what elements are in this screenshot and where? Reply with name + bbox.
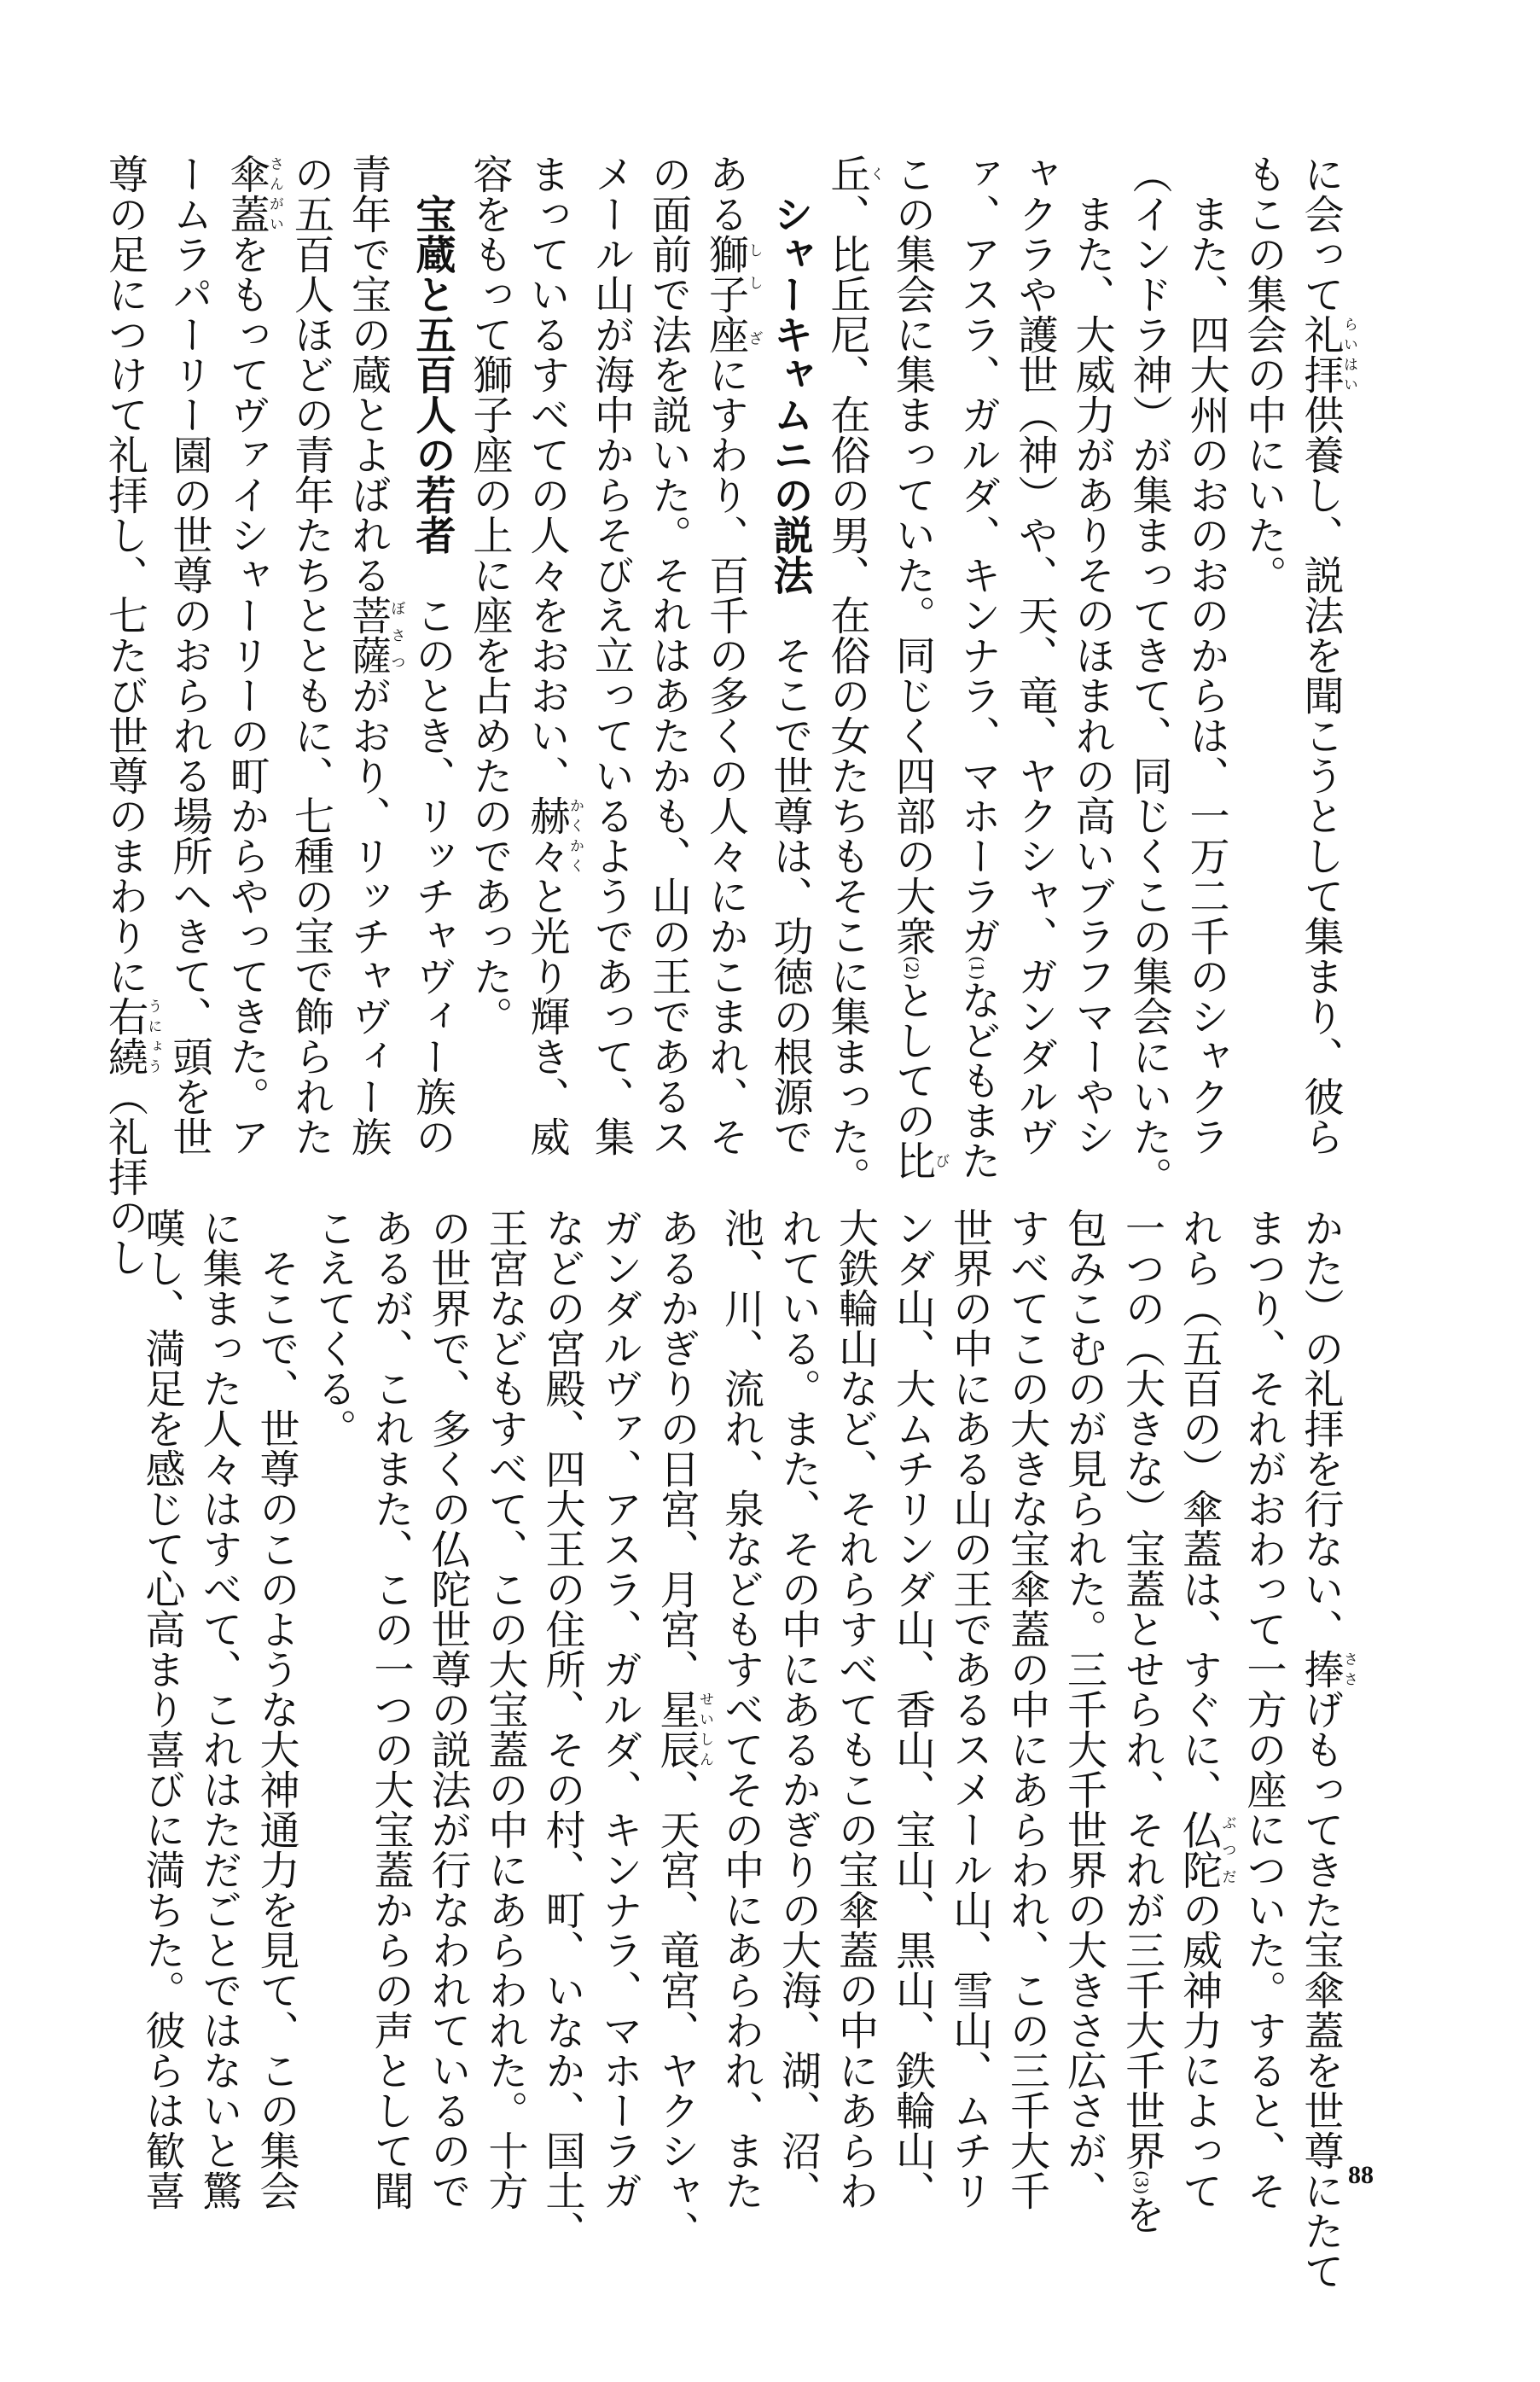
ruby-base: 比 bbox=[889, 1140, 936, 1181]
text-run: 池、川、流れ、泉などもすべてその中にあらわれ、また bbox=[718, 1208, 764, 2210]
text-run: あるが、これまた、この一つの大宝蓋からの声として聞 bbox=[367, 1208, 415, 2210]
text-run: としての bbox=[889, 980, 936, 1141]
text-column bbox=[1293, 1208, 1357, 2291]
text-run: などの宮殿、四大王の住所、その村、町、いなか、国土、 bbox=[538, 1208, 586, 2251]
text-column bbox=[191, 1208, 248, 2210]
ruby-word bbox=[1297, 314, 1357, 394]
text-column bbox=[884, 1208, 941, 2210]
text-run: の五百人ほどの青年たちとともに、七種の宝で飾られた bbox=[288, 154, 334, 1156]
text-column bbox=[770, 1208, 827, 2210]
text-column bbox=[96, 154, 162, 1277]
text-column bbox=[1113, 1208, 1171, 2235]
ruby-word bbox=[702, 234, 763, 354]
ruby-word bbox=[345, 595, 405, 675]
page-number: 88 bbox=[1348, 2161, 1374, 2189]
ruby-word bbox=[1297, 1649, 1357, 1689]
text-column bbox=[1178, 154, 1235, 1156]
ruby-word bbox=[1176, 1809, 1236, 1890]
text-run: 世界の中にある山の王であるスメール山、雪山、ムチリ bbox=[946, 1208, 993, 2210]
text-column bbox=[1235, 154, 1293, 1152]
text-column bbox=[477, 1208, 534, 2210]
ruby-base: 礼拝 bbox=[1297, 314, 1345, 394]
ruby-reading: ぼさつ bbox=[387, 595, 405, 675]
text-column bbox=[519, 154, 584, 1156]
lower-text-block bbox=[128, 1208, 1357, 2291]
text-run: 尊の足につけて礼拝し、七たび世尊のまわりに bbox=[102, 154, 148, 996]
text-run: そこで、世尊のこのような大神通力を見て、この集会 bbox=[253, 1208, 300, 2210]
text-column bbox=[305, 1208, 363, 2181]
footnote-marker: (1) bbox=[967, 956, 988, 981]
text-run: ャクラや護世（神）や、天、竜、ヤクシャ、ガンダルヴ bbox=[1011, 154, 1059, 1156]
text-run: にすわり、百千の多くの人々にかこまれ、そ bbox=[702, 354, 749, 1156]
text-column bbox=[1171, 1208, 1236, 2210]
ruby-reading: く bbox=[867, 154, 884, 194]
ruby-base: 赫々 bbox=[523, 795, 571, 876]
text-run: かた）の礼拝を行ない、 bbox=[1297, 1208, 1345, 1649]
text-run: がおり、リッチャヴィー族 bbox=[345, 675, 392, 1156]
ruby-reading: せいしん bbox=[696, 1689, 713, 1769]
text-run: すべてこの大きな宝傘蓋の中にあらわれ、この三千大千 bbox=[1003, 1208, 1050, 2210]
ruby-word bbox=[102, 996, 162, 1076]
text-column bbox=[363, 1208, 420, 2210]
ruby-base: 丘 bbox=[823, 154, 871, 194]
text-column bbox=[1007, 154, 1064, 1156]
ruby-base: 捧 bbox=[1297, 1649, 1345, 1689]
text-run: 大鉄輪山など、それらすべてもこの宝傘蓋の中にあらわ bbox=[832, 1208, 879, 2210]
ruby-reading: ささ bbox=[1340, 1649, 1357, 1689]
text-run: そこで世尊は、功徳の根源で bbox=[766, 595, 814, 1156]
text-run: あるかぎりの日宮、月宮、 bbox=[653, 1208, 700, 1689]
text-column bbox=[161, 154, 218, 1156]
text-run: ァ、アスラ、ガルダ、キンナラ、マホーラガ bbox=[954, 154, 1002, 956]
section-heading: シャーキャムニの説法 bbox=[766, 154, 814, 595]
text-run: の世界で、多くの仏陀世尊の説法が行なわれているので bbox=[424, 1208, 472, 2210]
ruby-reading: しし ざ bbox=[745, 234, 763, 354]
ruby-base: 菩薩 bbox=[345, 595, 392, 675]
footnote-marker: (2) bbox=[902, 956, 922, 981]
text-run: 青年で宝の蔵とよばれる bbox=[345, 154, 392, 595]
text-column bbox=[420, 1208, 477, 2210]
text-run: メール山が海中からそびえ立っているようであって、集 bbox=[588, 154, 635, 1156]
text-column bbox=[697, 154, 763, 1156]
ruby-word bbox=[823, 154, 884, 194]
text-run: 容をもって獅子座の上に座を占めたのであった。 bbox=[466, 154, 514, 1036]
text-column bbox=[1064, 154, 1121, 1156]
text-column bbox=[248, 1208, 305, 2210]
text-column bbox=[134, 1208, 191, 2210]
text-run: を bbox=[1119, 2194, 1165, 2235]
footnote-marker: (3) bbox=[1131, 2170, 1152, 2195]
text-run: まつり、それがおわって一方の座についた。すると、そ bbox=[1240, 1208, 1287, 2210]
text-run: ある bbox=[702, 154, 749, 234]
text-column bbox=[949, 154, 1007, 1181]
text-run: の面前で法を説いた。それはあたかも、山の王であるス bbox=[645, 154, 692, 1156]
text-column bbox=[941, 1208, 998, 2210]
text-run: このとき、リッチャヴィー族の bbox=[409, 555, 456, 1156]
text-run: 供養し、説法を聞こうとして集まり、彼ら bbox=[1297, 394, 1345, 1156]
text-run: れている。また、その中にあるかぎりの大海、湖、沼、 bbox=[775, 1208, 822, 2210]
text-column bbox=[640, 154, 697, 1156]
ruby-word bbox=[653, 1689, 713, 1769]
text-column bbox=[827, 1208, 884, 2210]
text-run: まっているすべての人々をおおい、 bbox=[523, 154, 571, 795]
text-column bbox=[648, 1208, 713, 2251]
text-run: 王宮などもすべて、この大宝蓋の中にあらわれた。十方 bbox=[481, 1208, 529, 2210]
text-run: もこの集会の中にいた。 bbox=[1240, 154, 1287, 595]
text-run: ームラパーリー園の世尊のおられる場所へきて、頭を世 bbox=[166, 154, 213, 1156]
text-column bbox=[404, 154, 462, 1156]
text-run: （礼拝のし bbox=[102, 1076, 148, 1277]
text-column bbox=[712, 1208, 770, 2210]
text-column bbox=[218, 154, 283, 1156]
text-column bbox=[762, 154, 819, 1156]
text-run: 嘆し、満足を感じて心高まり喜びに満ちた。彼らは歓喜 bbox=[138, 1208, 186, 2210]
text-run: れら（五百の）傘蓋は、すぐに、 bbox=[1176, 1208, 1223, 1809]
text-column bbox=[534, 1208, 591, 2251]
ruby-reading: うにょう bbox=[144, 996, 162, 1076]
text-run: に集まった人々はすべて、これはただごとではないと驚 bbox=[195, 1208, 243, 2210]
section-heading: 宝蔵と五百人の若者 bbox=[409, 154, 456, 555]
ruby-reading: び bbox=[932, 1140, 950, 1181]
text-column bbox=[1235, 1208, 1293, 2210]
text-run: また、四大州のおのおのからは、一万二千のシャクラ bbox=[1183, 154, 1230, 1156]
text-run: この集会に集まっていた。同じく四部の大衆 bbox=[889, 154, 936, 956]
ruby-reading: ぶつだ bbox=[1218, 1809, 1236, 1890]
upper-text-block bbox=[102, 154, 1357, 1277]
ruby-reading: かくかく bbox=[567, 795, 584, 876]
ruby-base: 獅子座 bbox=[702, 234, 749, 354]
text-run: げもってきた宝傘蓋を世尊にたて bbox=[1297, 1689, 1345, 2291]
text-run: の威神力によって bbox=[1176, 1890, 1223, 2210]
text-column bbox=[462, 154, 519, 1152]
text-run: こえてくる。 bbox=[310, 1208, 357, 1448]
text-run: また、大威力がありそのほまれの高いブラフマーやシ bbox=[1068, 154, 1116, 1156]
text-column bbox=[819, 154, 884, 1197]
text-run: をもってヴァイシャーリーの町からやってきた。ア bbox=[223, 234, 270, 1156]
ruby-base: 傘蓋 bbox=[223, 154, 270, 234]
text-column bbox=[1055, 1208, 1113, 2210]
text-column bbox=[340, 154, 405, 1156]
text-run: 一つの（大きな）宝蓋とせられ、それが三千大千世界 bbox=[1119, 1208, 1165, 2170]
ruby-base: 仏陀 bbox=[1176, 1809, 1223, 1890]
text-run: などもまた bbox=[954, 980, 1002, 1181]
ruby-reading: らいはい bbox=[1340, 314, 1357, 394]
ruby-reading: さんがい bbox=[266, 154, 283, 234]
ruby-word bbox=[889, 1140, 950, 1181]
ruby-word bbox=[223, 154, 283, 234]
text-column bbox=[1293, 154, 1357, 1156]
text-run: 、比丘尼、在俗の男、在俗の女たちもそこに集まった。 bbox=[823, 194, 871, 1197]
text-run: （インドラ神）が集まってきて、同じくこの集会にいた。 bbox=[1125, 154, 1173, 1197]
text-run: 、天宮、竜宮、ヤクシャ、 bbox=[653, 1769, 700, 2251]
text-column bbox=[998, 1208, 1055, 2210]
text-run: に会って bbox=[1297, 154, 1345, 314]
text-column bbox=[591, 1208, 648, 2210]
ruby-base: 星辰 bbox=[653, 1689, 700, 1769]
ruby-base: 右繞 bbox=[102, 996, 148, 1076]
text-column bbox=[1121, 154, 1178, 1197]
text-run: ンダ山、大ムチリンダ山、香山、宝山、黒山、鉄輪山、 bbox=[889, 1208, 936, 2210]
ruby-word bbox=[523, 795, 584, 876]
text-column bbox=[583, 154, 640, 1156]
text-run: 包みこむのが見られた。三千大千世界の大きさ広さが、 bbox=[1061, 1208, 1107, 2210]
text-run: ガンダルヴァ、アスラ、ガルダ、キンナラ、マホーラガ bbox=[596, 1208, 643, 2210]
text-run: と光り輝き、威 bbox=[523, 876, 571, 1156]
text-column bbox=[282, 154, 340, 1156]
text-column bbox=[883, 154, 950, 1181]
